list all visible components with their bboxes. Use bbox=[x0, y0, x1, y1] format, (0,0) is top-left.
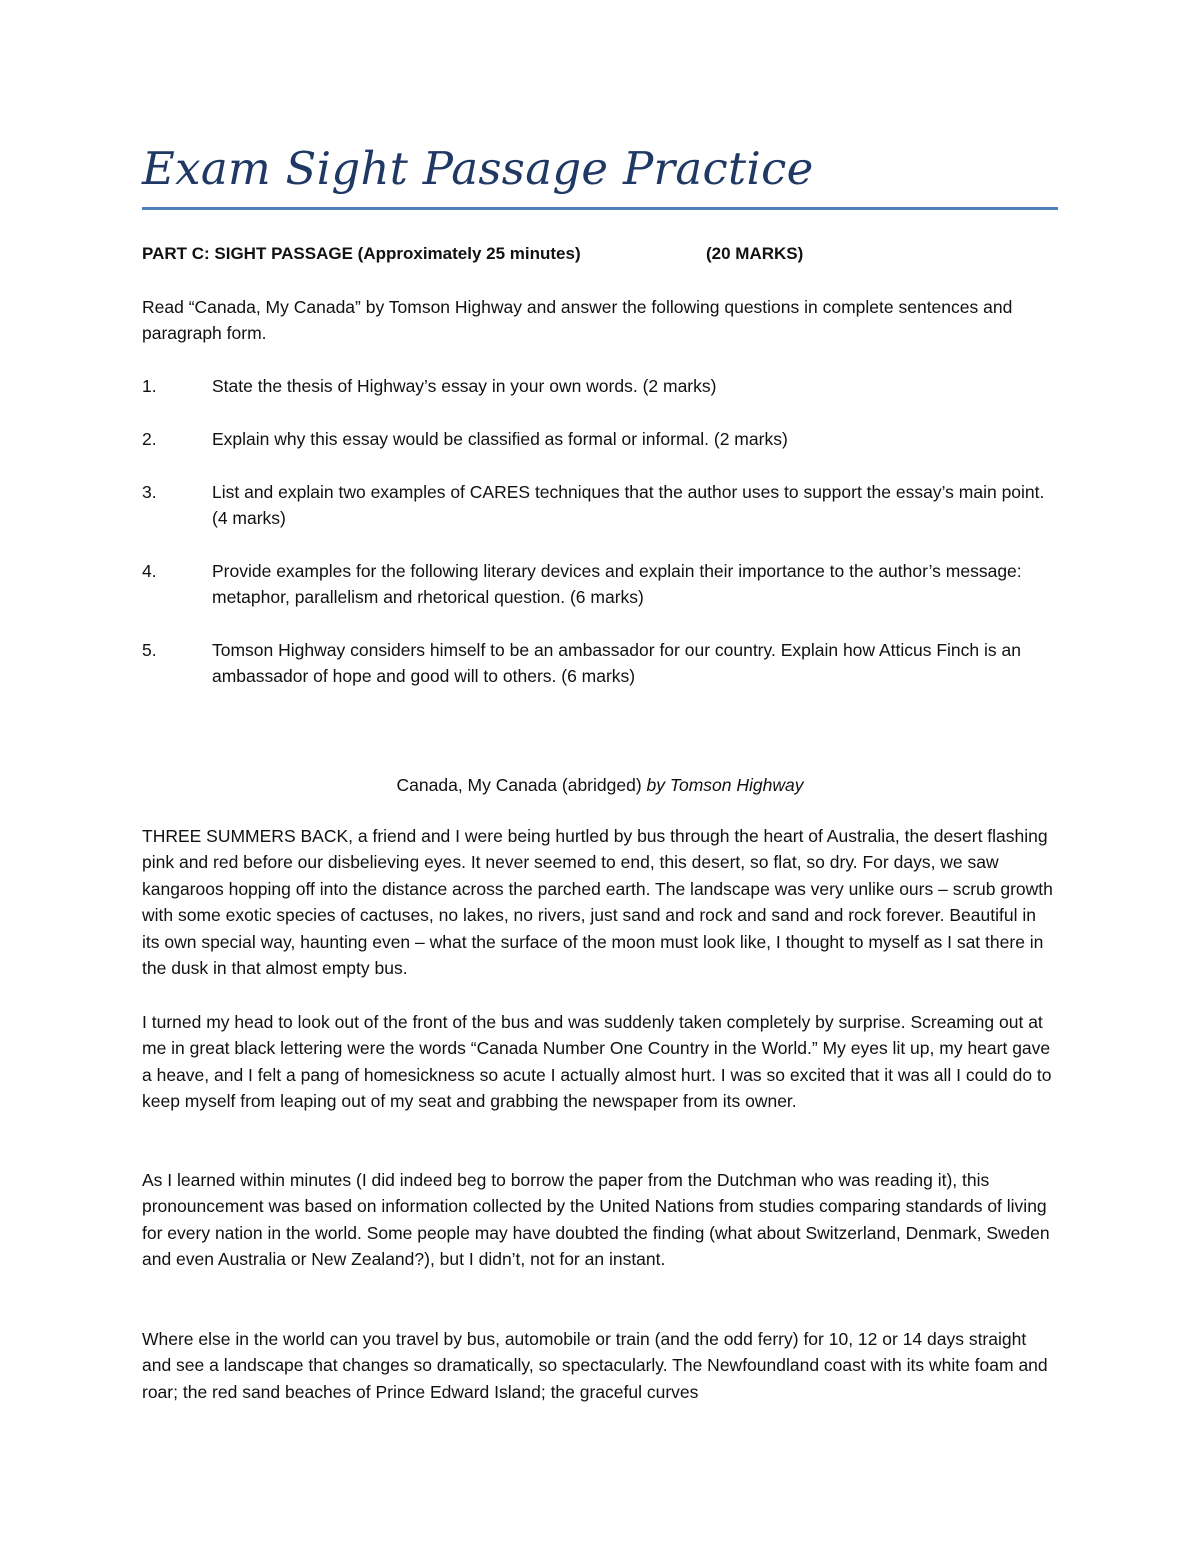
essay-byline: by Tomson Highway bbox=[646, 775, 804, 795]
question-number: 4. bbox=[142, 561, 157, 581]
question-text: Tomson Highway considers himself to be an ambassador for our country. Explain how Atticus Finch is an ambassador of hope and good will to others. (6 marks) bbox=[212, 640, 1021, 687]
part-marks: (20 MARKS) bbox=[706, 244, 804, 263]
essay-paragraph: Where else in the world can you travel by bus, automobile or train (and the odd ferry) for 10, 12 or 14 days straight and see a landscape that changes so dramatically, so spectacularly. The Newfoundland coast with its white foam and roar; the red sand beaches of Prince Edward Island; the graceful curves bbox=[142, 1329, 1048, 1402]
question-text: Provide examples for the following literary devices and explain their importance to the author’s message: metaphor, parallelism and rhetorical question. (6 marks) bbox=[212, 561, 1022, 608]
question-number: 1. bbox=[142, 376, 157, 396]
question-number: 5. bbox=[142, 640, 157, 660]
essay-title-text: Canada, My Canada (abridged) bbox=[396, 775, 642, 795]
essay-paragraph: I turned my head to look out of the front of the bus and was suddenly taken completely by surprise. Screaming out at me in great black lettering were the words “Canada Number One Country in the World.” My eyes lit up, my heart gave a heave, and I felt a pang of homesickness so acute I actually almost hurt. I was so excited that it was all I could do to keep myself from leaping out of my seat and grabbing the newspaper from its owner. bbox=[142, 1012, 1052, 1112]
essay-paragraph: As I learned within minutes (I did indeed beg to borrow the paper from the Dutchman who was reading it), this pronouncement was based on information collected by the United Nations from studies comparing standards of living for every nation in the world. Some people may have doubted the finding (what about Switzerland, Denmark, Sweden and even Australia or New Zealand?), but I didn’t, not for an instant. bbox=[142, 1170, 1050, 1270]
question-text: Explain why this essay would be classified as formal or informal. (2 marks) bbox=[212, 429, 788, 449]
part-heading: PART C: SIGHT PASSAGE (Approximately 25 minutes) bbox=[142, 244, 581, 263]
question-text: State the thesis of Highway’s essay in your own words. (2 marks) bbox=[212, 376, 717, 396]
instructions: Read “Canada, My Canada” by Tomson Highway and answer the following questions in complete sentences and paragraph form. bbox=[142, 297, 1013, 344]
question-number: 2. bbox=[142, 429, 157, 449]
question-number: 3. bbox=[142, 482, 157, 502]
essay-paragraph: THREE SUMMERS BACK, a friend and I were being hurtled by bus through the heart of Australia, the desert flashing pink and red before our disbelieving eyes. It never seemed to end, this desert, so flat, so dry. For days, we saw kangaroos hopping off into the distance across the parched earth. The landscape was very unlike ours – scrub growth with some exotic species of cactuses, no lakes, no rivers, just sand and rock and sand and rock forever. Beautiful in its own special way, haunting even – what the surface of the moon must look like, I thought to myself as I sat there in the dusk in that almost empty bus. bbox=[142, 826, 1053, 979]
title-underline bbox=[142, 207, 1058, 210]
essay-title bbox=[0, 772, 1200, 798]
question-text: List and explain two examples of CARES techniques that the author uses to support the essay’s main point. (4 marks) bbox=[212, 482, 1045, 529]
page-title: Exam Sight Passage Practice bbox=[142, 142, 814, 195]
